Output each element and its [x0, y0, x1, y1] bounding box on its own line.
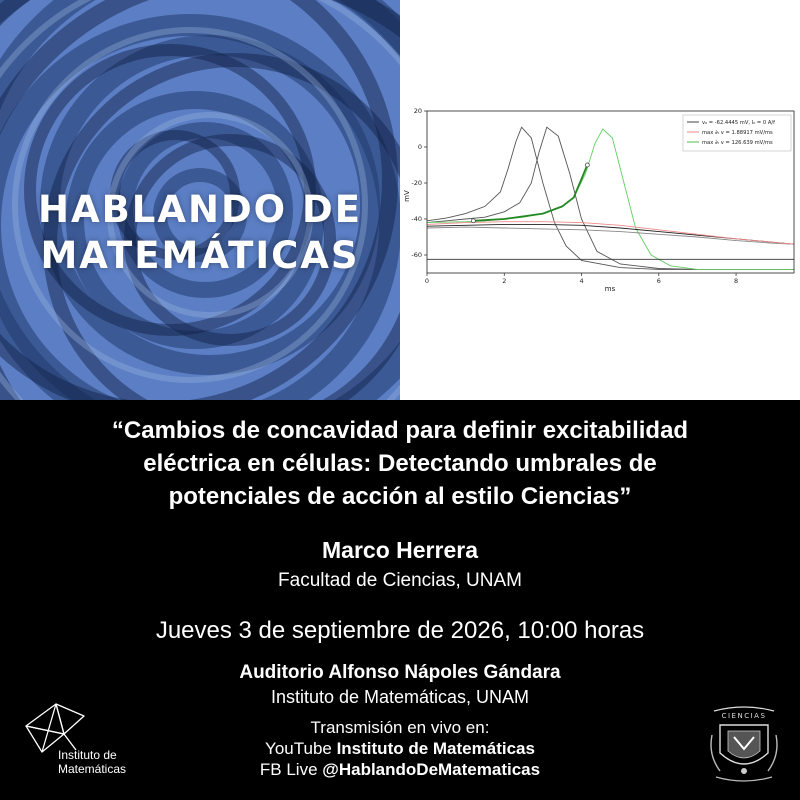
talk-title-line3: potenciales de acción al estilo Ciencias”	[168, 483, 632, 510]
facebook-prefix: FB Live	[259, 760, 323, 779]
action-potential-chart	[400, 0, 800, 400]
talk-title-line1: “Cambios de concavidad para definir excitabilidad	[111, 417, 689, 444]
series-title-line2: MATEMÁTICAS	[40, 234, 360, 277]
x-tick-label: 8	[733, 277, 739, 285]
ciencias-seal-icon	[706, 705, 782, 785]
legend	[683, 115, 791, 151]
y-tick-label: -60	[411, 251, 422, 260]
y-tick-label: 20	[413, 107, 422, 116]
seal-text: CIENCIAS	[721, 712, 767, 720]
x-tick-label: 2	[502, 277, 507, 285]
speaker-affiliation: Facultad de Ciencias, UNAM	[278, 570, 522, 591]
series-title-line1: HABLANDO DE	[37, 188, 363, 231]
y-tick-label: 0	[417, 143, 422, 152]
chart-panel	[400, 0, 800, 400]
x-axis-label: ms	[604, 285, 616, 293]
y-tick-label: -40	[411, 215, 422, 224]
event-datetime: Jueves 3 de septiembre de 2026, 10:00 horas	[155, 617, 645, 644]
threshold-marker	[585, 163, 589, 167]
x-tick-label: 4	[579, 277, 584, 285]
youtube-channel-link[interactable]: Instituto de Matemáticas	[336, 739, 535, 758]
instituto-matematicas-logo	[22, 698, 152, 788]
x-tick-label: 6	[656, 277, 661, 285]
series-banner	[0, 0, 400, 400]
legend-label: max ∂ₜ v = 1.88917 mV/ms	[702, 130, 773, 136]
threshold-segment	[473, 165, 587, 221]
facebook-handle-link[interactable]: @HablandoDeMatematicas	[322, 760, 541, 779]
im-logo-line2: Matemáticas	[58, 762, 127, 776]
ciencias-unam-seal	[706, 705, 782, 785]
series-line-5	[427, 227, 794, 244]
talk-title	[20, 414, 780, 513]
legend-label: max ∂ₜ v = 126.639 mV/ms	[702, 140, 773, 146]
x-tick-label: 0	[424, 277, 430, 285]
y-tick-label: -20	[411, 179, 422, 188]
youtube-prefix: YouTube	[265, 739, 337, 758]
venue-name: Auditorio Alfonso Nápoles Gándara	[239, 662, 561, 683]
venue-institution: Instituto de Matemáticas, UNAM	[270, 687, 530, 707]
threshold-marker	[471, 219, 475, 223]
im-logo-label	[58, 748, 126, 776]
stream-intro: Transmisión en vivo en:	[310, 718, 490, 737]
im-logo-line1: Instituto de	[58, 748, 117, 762]
legend-label: v₀ = -62.4445 mV, I₀ = 0 A/f	[702, 120, 775, 126]
y-axis-label: mV	[403, 190, 411, 202]
speaker-name: Marco Herrera	[322, 537, 478, 563]
talk-title-line2: eléctrica en células: Detectando umbrales de	[143, 450, 657, 477]
